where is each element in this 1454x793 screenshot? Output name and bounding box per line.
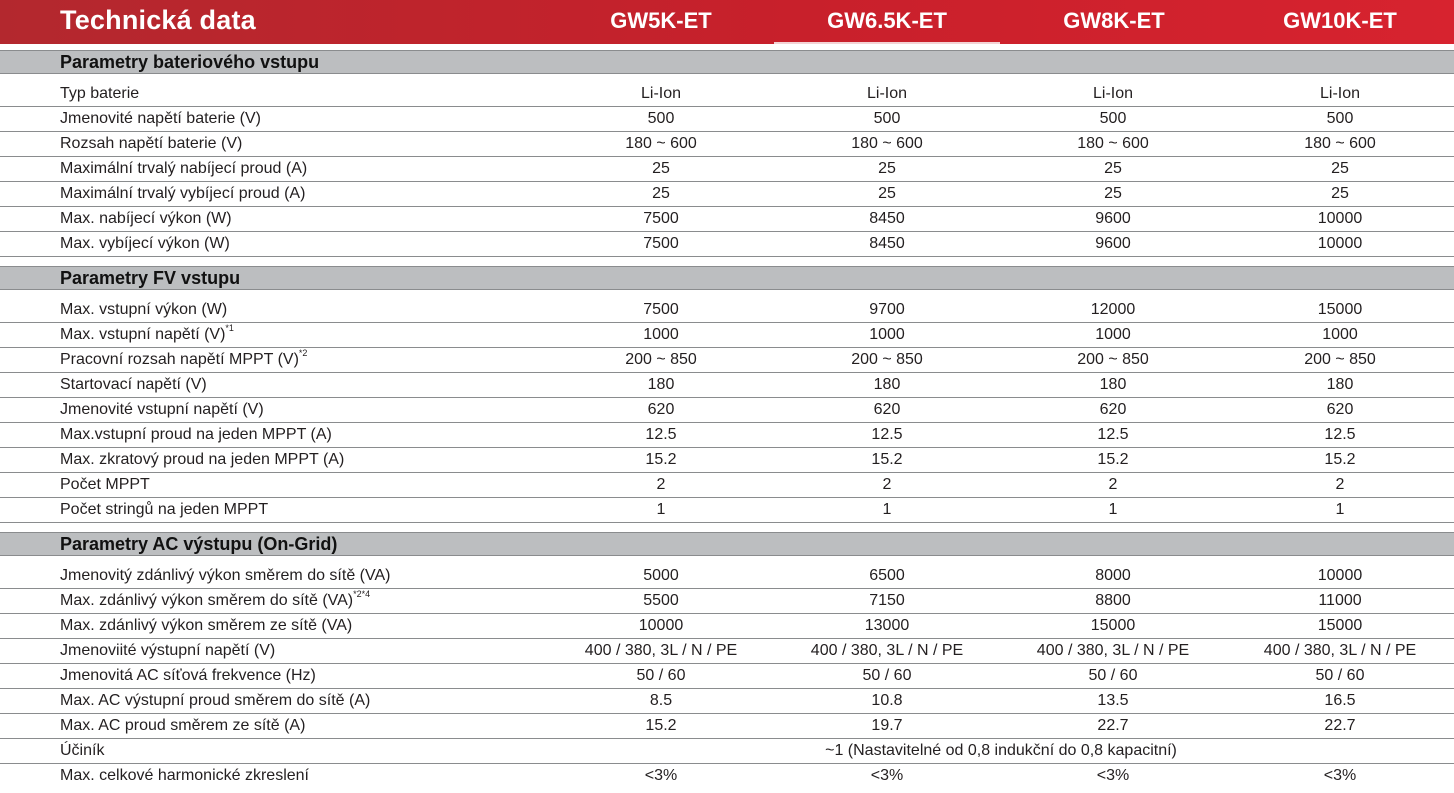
value-cell: 25 <box>1331 185 1349 202</box>
value-cell: 2 <box>1335 476 1345 493</box>
spec-table <box>0 44 1454 789</box>
table-row <box>0 614 1454 639</box>
row-label-text: Max.vstupní proud na jeden MPPT (A) <box>60 426 332 443</box>
table-row <box>0 182 1454 207</box>
value-cell: Li-Ion <box>1319 85 1361 102</box>
table-row <box>0 398 1454 423</box>
row-label-text: Jmenovité napětí baterie (V) <box>60 110 261 127</box>
value-cell: 200 ~ 850 <box>625 351 697 368</box>
value-cell: 500 <box>1099 110 1127 127</box>
value-cell: 1000 <box>1095 326 1131 343</box>
value-cell: 1000 <box>869 326 905 343</box>
table-row <box>0 107 1454 132</box>
value-cell: 200 ~ 850 <box>851 351 923 368</box>
table-row <box>0 448 1454 473</box>
value-cell: 25 <box>1104 185 1122 202</box>
row-label <box>0 157 548 181</box>
row-label <box>0 323 548 347</box>
row-label <box>0 639 548 663</box>
value-cell: 500 <box>1326 110 1354 127</box>
value-cell: 50 / 60 <box>862 667 912 684</box>
value-cell: 50 / 60 <box>1315 667 1365 684</box>
page-title: Technická data <box>60 5 256 35</box>
footnote-marker: *2*4 <box>353 588 371 599</box>
value-cell: <3% <box>644 767 678 784</box>
section-header <box>0 532 1454 556</box>
row-label <box>0 107 548 131</box>
section-title: Parametry FV vstupu <box>60 268 241 288</box>
value-cell: 25 <box>878 160 896 177</box>
value-cell: <3% <box>870 767 904 784</box>
section-title: Parametry bateriového vstupu <box>60 52 320 72</box>
value-cell: 180 <box>1099 376 1127 393</box>
table-row <box>0 689 1454 714</box>
table-row <box>0 132 1454 157</box>
row-label-text: Maximální trvalý vybíjecí proud (A) <box>60 185 306 202</box>
value-cell: 7500 <box>643 301 679 318</box>
row-label-text: Max. vybíjecí výkon (W) <box>60 235 230 252</box>
value-cell: 12000 <box>1090 301 1136 318</box>
value-cell: 10000 <box>638 617 684 634</box>
value-cell: 180 <box>1326 376 1354 393</box>
value-cell: 13000 <box>864 617 910 634</box>
value-cell: 7500 <box>643 235 679 252</box>
value-cell: 1 <box>1108 501 1118 518</box>
table-row <box>0 423 1454 448</box>
value-cell: 50 / 60 <box>1088 667 1138 684</box>
model-header-gw8k: GW8K-ET <box>1063 8 1165 33</box>
model-header-gw10k: GW10K-ET <box>1283 8 1397 33</box>
footnote-marker: *2 <box>298 347 308 358</box>
row-label-text: Max. nabíjecí výkon (W) <box>60 210 232 227</box>
value-cell: 1 <box>882 501 892 518</box>
table-row <box>0 232 1454 257</box>
section-title: Parametry AC výstupu (On-Grid) <box>60 534 338 554</box>
value-cell: 620 <box>1099 401 1127 418</box>
table-row <box>0 348 1454 373</box>
table-row <box>0 714 1454 739</box>
row-label-text: Účiník <box>60 742 105 759</box>
value-cell: 400 / 380, 3L / N / PE <box>810 642 964 659</box>
value-cell: 6500 <box>869 567 905 584</box>
value-cell: 12.5 <box>1097 426 1129 443</box>
table-row <box>0 739 1454 764</box>
row-label-text: Max. vstupní napětí (V) <box>60 326 226 343</box>
value-cell: 180 ~ 600 <box>1077 135 1149 152</box>
value-cell: 1000 <box>1322 326 1358 343</box>
table-row <box>0 207 1454 232</box>
value-cell: 50 / 60 <box>636 667 686 684</box>
table-row <box>0 323 1454 348</box>
row-label <box>0 398 548 422</box>
model-header-gw5k: GW5K-ET <box>610 8 712 33</box>
value-cell: 2 <box>1108 476 1118 493</box>
model-underline <box>774 42 1000 44</box>
table-row <box>0 298 1454 323</box>
value-cell: 180 <box>873 376 901 393</box>
row-label <box>0 423 548 447</box>
footnote-marker: *1 <box>225 322 234 333</box>
value-cell: 13.5 <box>1097 692 1129 709</box>
value-cell: Li-Ion <box>640 85 682 102</box>
row-label <box>0 132 548 156</box>
value-cell: 1000 <box>643 326 679 343</box>
value-cell: 180 ~ 600 <box>625 135 697 152</box>
row-label-text: Jmenovitý zdánlivý výkon směrem do sítě (VA) <box>60 567 391 584</box>
value-cell: 19.7 <box>871 717 903 734</box>
value-cell: 200 ~ 850 <box>1304 351 1376 368</box>
value-cell: 8.5 <box>649 692 673 709</box>
value-cell: 10.8 <box>871 692 903 709</box>
value-cell: 5000 <box>643 567 679 584</box>
row-label-text: Max. celkové harmonické zkreslení <box>60 767 309 784</box>
value-cell: 620 <box>647 401 675 418</box>
value-cell: 8000 <box>1095 567 1131 584</box>
row-label <box>0 739 548 763</box>
table-row <box>0 664 1454 689</box>
spec-header <box>0 0 1454 44</box>
value-cell: 15000 <box>1317 617 1363 634</box>
value-cell: 620 <box>873 401 901 418</box>
model-header-gw6-5k: GW6.5K-ET <box>827 8 947 33</box>
value-cell: 15.2 <box>1097 451 1129 468</box>
row-label-text: Rozsah napětí baterie (V) <box>60 135 243 152</box>
row-label <box>0 448 548 472</box>
table-row <box>0 764 1454 789</box>
row-label-text: Jmenovité vstupní napětí (V) <box>60 401 264 418</box>
row-label-text: Max. vstupní výkon (W) <box>60 301 228 318</box>
section-gap <box>0 257 1454 266</box>
section-header <box>0 266 1454 290</box>
value-cell: 180 ~ 600 <box>1304 135 1376 152</box>
row-label-text: Počet MPPT <box>60 476 150 493</box>
value-cell: 11000 <box>1318 592 1362 609</box>
row-label <box>0 232 548 256</box>
row-label-text: Typ baterie <box>60 85 140 102</box>
row-label <box>0 664 548 688</box>
value-cell: 9600 <box>1095 210 1131 227</box>
value-cell: 10000 <box>1317 235 1363 252</box>
table-row <box>0 157 1454 182</box>
row-label <box>0 82 548 106</box>
value-cell: 15000 <box>1317 301 1363 318</box>
value-cell: 180 <box>647 376 675 393</box>
section-gap <box>0 523 1454 532</box>
row-label <box>0 614 548 638</box>
value-cell: 12.5 <box>645 426 677 443</box>
value-cell: 8450 <box>869 210 905 227</box>
row-label-text: Startovací napětí (V) <box>60 376 207 393</box>
table-row <box>0 373 1454 398</box>
row-label-text: Max. zkratový proud na jeden MPPT (A) <box>60 451 345 468</box>
row-label <box>0 298 548 322</box>
row-label-text: Maximální trvalý nabíjecí proud (A) <box>60 160 308 177</box>
row-label <box>0 498 548 522</box>
table-row <box>0 82 1454 107</box>
row-label <box>0 764 548 789</box>
value-cell: 22.7 <box>1324 717 1356 734</box>
value-cell: 9600 <box>1095 235 1131 252</box>
value-cell: Li-Ion <box>1092 85 1134 102</box>
value-cell: 25 <box>652 160 670 177</box>
value-cell: 500 <box>647 110 675 127</box>
value-cell: 180 ~ 600 <box>851 135 923 152</box>
value-cell: 8450 <box>869 235 905 252</box>
value-cell: 8800 <box>1095 592 1131 609</box>
row-label <box>0 564 548 588</box>
row-label <box>0 207 548 231</box>
table-row <box>0 639 1454 664</box>
table-row <box>0 473 1454 498</box>
value-cell: 1 <box>656 501 666 518</box>
row-label <box>0 348 548 372</box>
value-cell: 1 <box>1335 501 1345 518</box>
value-cell: 22.7 <box>1097 717 1129 734</box>
table-row <box>0 589 1454 614</box>
value-cell: 400 / 380, 3L / N / PE <box>1263 642 1417 659</box>
value-cell: 10000 <box>1317 567 1363 584</box>
value-cell: 7500 <box>643 210 679 227</box>
row-label-text: Max. zdánlivý výkon směrem ze sítě (VA) <box>60 617 353 634</box>
value-cell: <3% <box>1323 767 1357 784</box>
value-cell: 620 <box>1326 401 1354 418</box>
value-cell: 12.5 <box>1324 426 1356 443</box>
row-label <box>0 589 548 613</box>
value-cell: 5500 <box>643 592 679 609</box>
row-label-text: Max. zdánlivý výkon směrem do sítě (VA) <box>60 592 354 609</box>
value-cell: 25 <box>652 185 670 202</box>
value-cell: 200 ~ 850 <box>1077 351 1149 368</box>
row-label-text: Max. AC výstupní proud směrem do sítě (A) <box>60 692 371 709</box>
merged-value-cell: ~1 (Nastavitelné od 0,8 indukční do 0,8 kapacitní) <box>825 742 1177 759</box>
value-cell: 2 <box>882 476 892 493</box>
row-label <box>0 689 548 713</box>
value-cell: 12.5 <box>871 426 903 443</box>
row-label-text: Pracovní rozsah napětí MPPT (V) <box>60 351 299 368</box>
value-cell: Li-Ion <box>866 85 908 102</box>
value-cell: 15000 <box>1090 617 1136 634</box>
value-cell: 9700 <box>869 301 905 318</box>
value-cell: 25 <box>1331 160 1349 177</box>
value-cell: 15.2 <box>645 717 677 734</box>
value-cell: 500 <box>873 110 901 127</box>
value-cell: 10000 <box>1317 210 1363 227</box>
value-cell: 15.2 <box>645 451 677 468</box>
value-cell: <3% <box>1096 767 1130 784</box>
value-cell: 7150 <box>869 592 905 609</box>
row-label <box>0 182 548 206</box>
row-label-text: Jmenoviité výstupní napětí (V) <box>60 642 276 659</box>
value-cell: 15.2 <box>1324 451 1356 468</box>
value-cell: 2 <box>656 476 666 493</box>
section-gap <box>0 74 1454 82</box>
value-cell: 25 <box>878 185 896 202</box>
row-label-text: Jmenovitá AC síťová frekvence (Hz) <box>60 667 316 684</box>
section-gap <box>0 556 1454 564</box>
value-cell: 15.2 <box>871 451 903 468</box>
value-cell: 400 / 380, 3L / N / PE <box>1036 642 1190 659</box>
value-cell: 16.5 <box>1324 692 1356 709</box>
row-label-text: Max. AC proud směrem ze sítě (A) <box>60 717 306 734</box>
section-gap <box>0 290 1454 298</box>
row-label-text: Počet stringů na jeden MPPT <box>60 501 269 518</box>
section-header <box>0 50 1454 74</box>
value-cell: 25 <box>1104 160 1122 177</box>
row-label <box>0 473 548 497</box>
table-row <box>0 498 1454 523</box>
row-label <box>0 373 548 397</box>
value-cell: 400 / 380, 3L / N / PE <box>584 642 738 659</box>
table-row <box>0 564 1454 589</box>
row-label <box>0 714 548 738</box>
